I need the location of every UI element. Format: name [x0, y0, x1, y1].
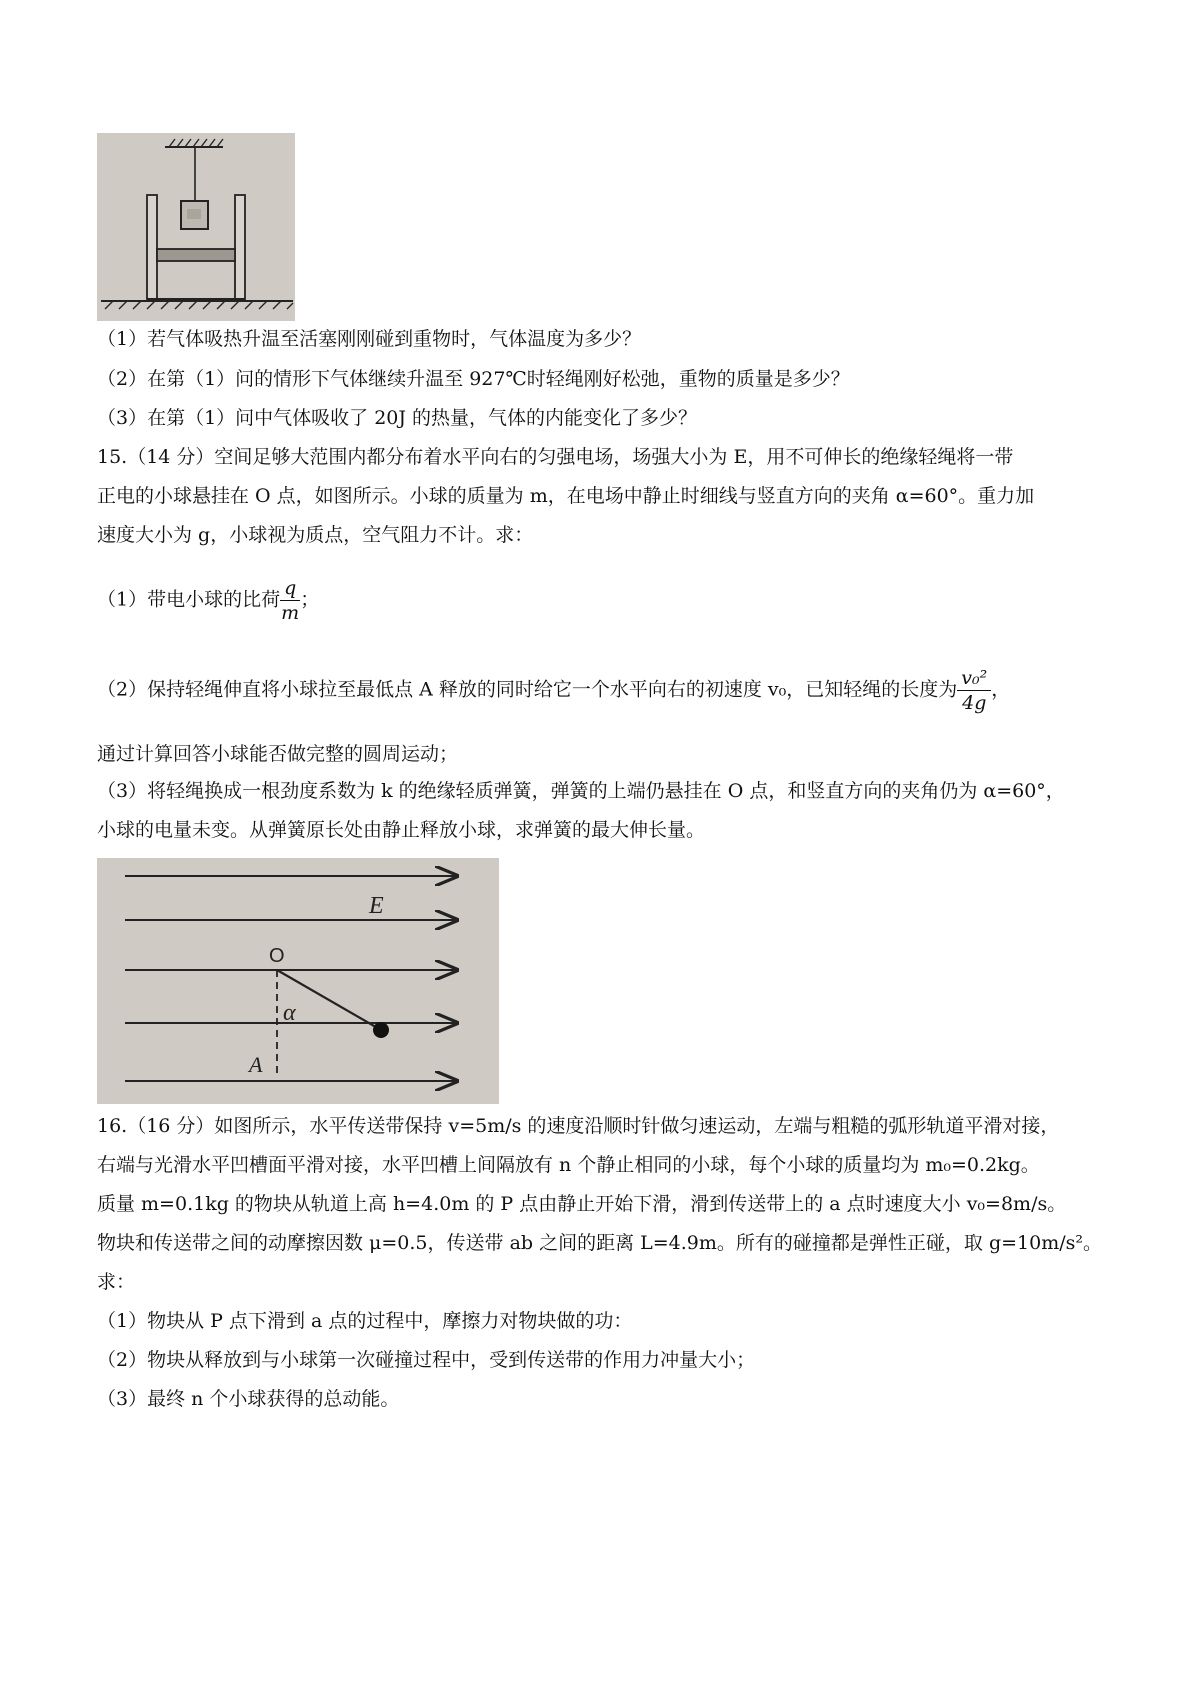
q15-line3: 速度大小为 g，小球视为质点，空气阻力不计。求： — [97, 524, 534, 546]
q15-part3-line2: 小球的电量未变。从弹簧原长处由静止释放小球，求弹簧的最大伸长量。 — [97, 819, 706, 841]
gas-cylinder-diagram — [97, 133, 295, 321]
label-A: A — [249, 1052, 263, 1077]
q15-part2-end: ， — [991, 678, 1011, 701]
q16-line5: 求： — [97, 1271, 136, 1293]
fraction-numerator: q — [280, 576, 300, 601]
fraction-denominator: m — [281, 602, 300, 624]
q15-line1: 15.（14 分）空间足够大范围内都分布着水平向右的匀强电场，场强大小为 E，用不可伸长的绝缘轻绳将一带 — [97, 446, 1014, 468]
q15-part1-text: （1）带电小球的比荷 — [97, 588, 281, 611]
charge-mass-ratio-fraction — [280, 576, 300, 625]
q15-part2-line2: 通过计算回答小球能否做完整的圆周运动； — [97, 743, 459, 765]
rope-length-fraction — [957, 666, 991, 715]
electric-field-figure — [97, 858, 499, 1104]
label-alpha: α — [283, 1000, 296, 1026]
charged-ball — [373, 1022, 389, 1038]
q15-part2 — [97, 666, 1010, 715]
fraction-numerator: v₀² — [957, 666, 991, 691]
q14-part3: （3）在第（1）问中气体吸收了 20J 的热量，气体的内能变化了多少？ — [97, 407, 698, 429]
q14-part1: （1）若气体吸热升温至活塞刚刚碰到重物时，气体温度为多少？ — [97, 328, 642, 350]
q15-part2-text: （2）保持轻绳伸直将小球拉至最低点 A 释放的同时给它一个水平向右的初速度 v₀，已知轻绳的长度为 — [97, 678, 958, 701]
q16-part1: （1）物块从 P 点下滑到 a 点的过程中，摩擦力对物块做的功： — [97, 1310, 633, 1332]
q15-part1 — [97, 576, 319, 625]
q14-part2: （2）在第（1）问的情形下气体继续升温至 927℃时轻绳刚好松弛，重物的质量是多少？ — [97, 368, 850, 390]
label-E: E — [369, 893, 384, 919]
label-O: O — [269, 945, 285, 967]
fraction-denominator: 4g — [962, 692, 987, 714]
q16-line3: 质量 m=0.1kg 的物块从轨道上高 h=4.0m 的 P 点由静止开始下滑，滑到传送带上的 a 点时速度大小 v₀=8m/s。 — [97, 1193, 1067, 1215]
electric-field-diagram — [97, 858, 499, 1104]
q16-line1: 16.（16 分）如图所示，水平传送带保持 v=5m/s 的速度沿顺时针做匀速运动，左端与粗糙的弧形轨道平滑对接， — [97, 1115, 1060, 1137]
q15-part1-end: ； — [300, 588, 320, 611]
q15-line2: 正电的小球悬挂在 O 点，如图所示。小球的质量为 m，在电场中静止时细线与竖直方向的夹角 α=60°。重力加 — [97, 485, 1035, 507]
q16-part3: （3）最终 n 个小球获得的总动能。 — [97, 1388, 400, 1410]
q16-part2: （2）物块从释放到与小球第一次碰撞过程中，受到传送带的作用力冲量大小； — [97, 1349, 756, 1371]
q15-part3-line1: （3）将轻绳换成一根劲度系数为 k 的绝缘轻质弹簧，弹簧的上端仍悬挂在 O 点，和竖直方向的夹角仍为 α=60°， — [97, 780, 1065, 802]
gas-cylinder-figure — [97, 133, 295, 321]
q16-line4: 物块和传送带之间的动摩擦因数 μ=0.5，传送带 ab 之间的距离 L=4.9m。所有的碰撞都是弹性正碰，取 g=10m/s²。 — [97, 1232, 1102, 1254]
q16-line2: 右端与光滑水平凹槽面平滑对接，水平凹槽上间隔放有 n 个静止相同的小球，每个小球的质量均为 m₀=0.2kg。 — [97, 1154, 1040, 1176]
